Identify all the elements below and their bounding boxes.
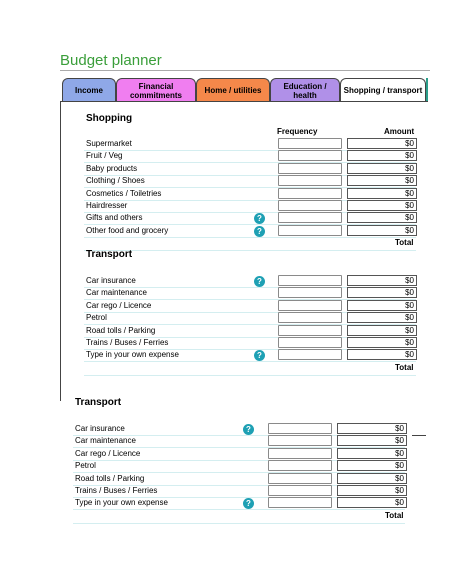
expense-label: Road tolls / Parking	[86, 325, 156, 335]
section-title-shopping: Shopping	[86, 113, 133, 124]
frequency-input[interactable]	[268, 497, 332, 508]
expense-label: Fruit / Veg	[86, 151, 123, 161]
frequency-input[interactable]	[268, 423, 332, 434]
amount-input[interactable]: $0	[347, 300, 417, 311]
frequency-input[interactable]	[278, 287, 342, 298]
frequency-input[interactable]	[278, 225, 342, 236]
amount-input[interactable]: $0	[347, 337, 417, 348]
expense-label: Type in your own expense	[75, 498, 168, 508]
expense-label: Petrol	[86, 313, 107, 323]
column-header-frequency: Frequency	[277, 127, 318, 136]
frequency-input[interactable]	[268, 448, 332, 459]
help-icon[interactable]: ?	[254, 276, 265, 287]
amount-input[interactable]: $0	[337, 435, 407, 446]
amount-input[interactable]: $0	[347, 150, 417, 161]
frequency-input[interactable]	[278, 337, 342, 348]
amount-input[interactable]: $0	[347, 275, 417, 286]
amount-input[interactable]: $0	[337, 497, 407, 508]
row-divider	[84, 237, 416, 238]
help-icon[interactable]: ?	[254, 213, 265, 224]
section-title-transport-2: Transport	[75, 397, 122, 408]
column-header-amount: Amount	[384, 127, 415, 136]
amount-input[interactable]: $0	[337, 473, 407, 484]
frequency-input[interactable]	[268, 435, 332, 446]
frequency-input[interactable]	[278, 138, 342, 149]
frequency-input[interactable]	[278, 312, 342, 323]
frequency-input[interactable]	[268, 473, 332, 484]
frequency-input[interactable]	[278, 188, 342, 199]
amount-input[interactable]: $0	[347, 163, 417, 174]
amount-input[interactable]: $0	[337, 485, 407, 496]
total-label: Total	[395, 238, 414, 248]
section-bottom-line	[73, 523, 405, 524]
expense-label: Cosmetics / Toiletries	[86, 188, 162, 198]
expense-label: Clothing / Shoes	[86, 176, 145, 186]
amount-input[interactable]: $0	[337, 448, 407, 459]
expense-label: Car rego / Licence	[86, 300, 152, 310]
tab-financial-commitments[interactable]: Financial commitments	[116, 78, 196, 102]
total-label: Total	[395, 362, 414, 372]
amount-input[interactable]: $0	[347, 175, 417, 186]
amount-input[interactable]: $0	[347, 287, 417, 298]
help-icon[interactable]: ?	[243, 424, 254, 435]
expense-label: Car insurance	[86, 276, 136, 285]
help-icon[interactable]: ?	[254, 350, 265, 361]
total-label: Total	[385, 510, 404, 520]
right-marker-line	[412, 435, 426, 436]
tab-education-health[interactable]: Education / health	[270, 78, 340, 102]
amount-input[interactable]: $0	[347, 225, 417, 236]
expense-label: Trains / Buses / Ferries	[75, 486, 158, 495]
expense-label: Car rego / Licence	[75, 448, 141, 458]
row-divider	[84, 361, 416, 362]
row-divider	[73, 509, 405, 510]
help-icon[interactable]: ?	[243, 498, 254, 509]
frequency-input[interactable]	[268, 460, 332, 471]
expense-label: Petrol	[75, 461, 96, 471]
expense-label: Baby products	[86, 163, 138, 173]
page-title: Budget planner	[60, 52, 162, 69]
expense-label: Other food and grocery	[86, 225, 169, 235]
frequency-input[interactable]	[278, 275, 342, 286]
expense-label: Car maintenance	[75, 436, 136, 446]
frequency-input[interactable]	[278, 300, 342, 311]
tab-home-utilities[interactable]: Home / utilities	[196, 78, 270, 102]
expense-label: Trains / Buses / Ferries	[86, 338, 169, 347]
expense-label: Hairdresser	[86, 201, 128, 210]
frequency-input[interactable]	[278, 200, 342, 211]
amount-input[interactable]: $0	[337, 460, 407, 471]
section-title-transport: Transport	[86, 249, 133, 260]
frequency-input[interactable]	[268, 485, 332, 496]
amount-input[interactable]: $0	[347, 312, 417, 323]
amount-input[interactable]: $0	[347, 212, 417, 223]
expense-label: Car maintenance	[86, 288, 147, 298]
frequency-input[interactable]	[278, 349, 342, 360]
amount-input[interactable]: $0	[347, 138, 417, 149]
expense-label: Supermarket	[86, 139, 132, 148]
frequency-input[interactable]	[278, 150, 342, 161]
tab-income[interactable]: Income	[62, 78, 116, 102]
help-icon[interactable]: ?	[254, 226, 265, 237]
amount-input[interactable]: $0	[347, 200, 417, 211]
amount-input[interactable]: $0	[347, 325, 417, 336]
tab-shopping-transport[interactable]: Shopping / transport	[340, 78, 426, 102]
section-bottom-line	[84, 250, 416, 251]
amount-input[interactable]: $0	[347, 188, 417, 199]
frequency-input[interactable]	[278, 163, 342, 174]
amount-input[interactable]: $0	[337, 423, 407, 434]
expense-label: Type in your own expense	[86, 350, 179, 360]
amount-input[interactable]: $0	[347, 349, 417, 360]
expense-label: Car insurance	[75, 424, 125, 433]
frequency-input[interactable]	[278, 175, 342, 186]
title-divider	[60, 70, 430, 71]
tab-accent-edge	[426, 78, 428, 102]
expense-label: Road tolls / Parking	[75, 473, 145, 483]
frequency-input[interactable]	[278, 212, 342, 223]
section-bottom-line	[84, 375, 416, 376]
frequency-input[interactable]	[278, 325, 342, 336]
expense-label: Gifts and others	[86, 213, 143, 223]
